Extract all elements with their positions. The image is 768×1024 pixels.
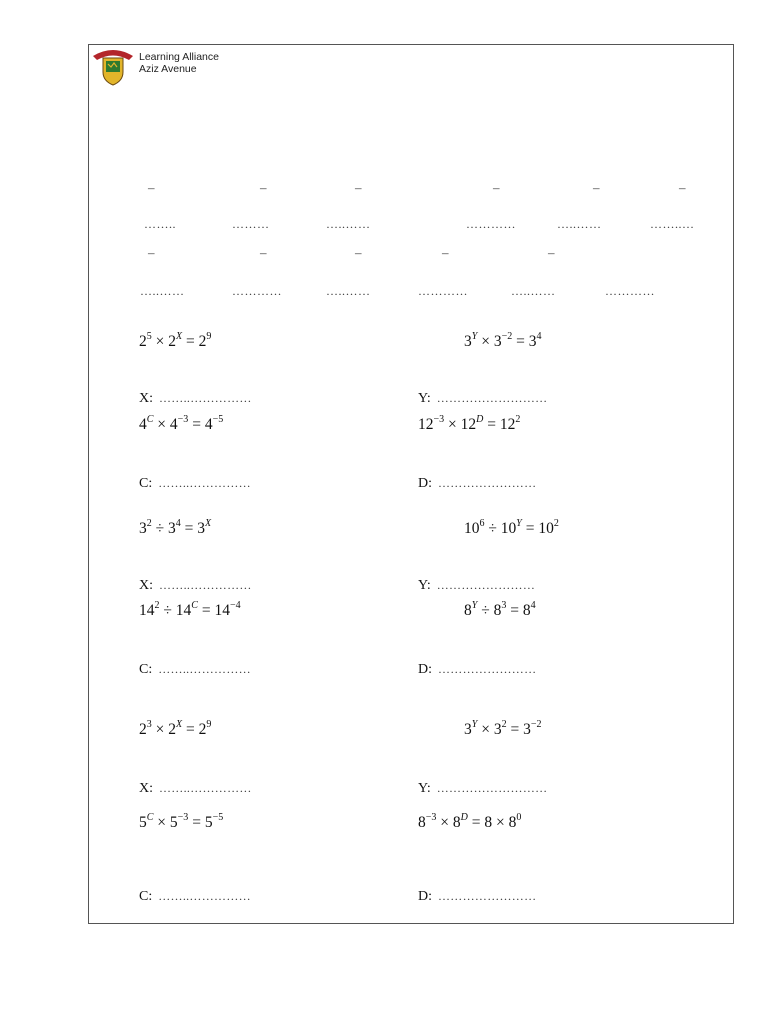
- blank-11: …..……: [511, 284, 556, 298]
- blank-12: …………: [605, 284, 655, 298]
- equation-2: $3^Y \times 3^{-2} = 3^4$: [464, 330, 542, 350]
- answer-c-1[interactable]: C: ……..……………: [139, 476, 251, 491]
- answer-d-2[interactable]: D: ……………………: [418, 662, 537, 677]
- answer-x-1[interactable]: X: ……..……………: [139, 391, 252, 406]
- answer-y-3[interactable]: Y: ………………………: [418, 781, 548, 796]
- blank-9: …..……: [326, 284, 371, 298]
- answer-d-1[interactable]: D: ……………………: [418, 476, 537, 491]
- dash-2: –: [260, 180, 267, 195]
- answer-c-3[interactable]: C: ……..……………: [139, 889, 251, 904]
- answer-c-2[interactable]: C: ……..……………: [139, 662, 251, 677]
- blank-5: …..……: [557, 217, 602, 231]
- blank-4: …………: [466, 217, 516, 231]
- blank-3: …..……: [326, 217, 371, 231]
- equation-9: $2^3 \times 2^X = 2^9$: [139, 718, 212, 738]
- answer-y-2[interactable]: Y: ……………………: [418, 578, 536, 593]
- equation-4: $12^{-3} \times 12^D = 12^2$: [418, 413, 521, 433]
- school-crest-icon: [91, 46, 135, 86]
- answer-y-1[interactable]: Y: ………………………: [418, 391, 548, 406]
- dash-10: –: [442, 245, 449, 260]
- blank-10: …………: [418, 284, 468, 298]
- equation-8: $8^Y \div 8^3 = 8^4$: [464, 599, 536, 619]
- blank-2: ………: [232, 217, 270, 231]
- blank-8: …………: [232, 284, 282, 298]
- dash-3: –: [355, 180, 362, 195]
- school-name-block: [139, 51, 219, 75]
- campus-name: Aziz Avenue: [139, 63, 197, 75]
- answer-d-3[interactable]: D: ……………………: [418, 889, 537, 904]
- dash-4: –: [493, 180, 500, 195]
- blank-6: ……..…: [650, 217, 695, 231]
- equation-11: $5^C \times 5^{-3} = 5^{-5}$: [139, 811, 224, 831]
- blank-7: …..……: [140, 284, 185, 298]
- equation-7: $14^2 \div 14^C = 14^{-4}$: [139, 599, 241, 619]
- school-name: Learning Alliance: [139, 51, 219, 63]
- dash-1: –: [148, 180, 155, 195]
- dash-6: –: [679, 180, 686, 195]
- equation-1: $2^5 \times 2^X = 2^9$: [139, 330, 212, 350]
- equation-3: $4^C \times 4^{-3} = 4^{-5}$: [139, 413, 224, 433]
- dash-11: –: [548, 245, 555, 260]
- dash-7: –: [148, 245, 155, 260]
- answer-x-3[interactable]: X: ……..……………: [139, 781, 252, 796]
- blank-1: ……..: [144, 217, 176, 231]
- equation-5: $3^2 \div 3^4 = 3^X$: [139, 517, 212, 537]
- dash-5: –: [593, 180, 600, 195]
- equation-6: $10^6 \div 10^Y = 10^2$: [464, 517, 559, 537]
- answer-x-2[interactable]: X: ……..……………: [139, 578, 252, 593]
- equation-12: $8^{-3} \times 8^D = 8 \times 8^0$: [418, 811, 522, 831]
- dash-9: –: [355, 245, 362, 260]
- dash-8: –: [260, 245, 267, 260]
- equation-10: $3^Y \times 3^2 = 3^{-2}$: [464, 718, 542, 738]
